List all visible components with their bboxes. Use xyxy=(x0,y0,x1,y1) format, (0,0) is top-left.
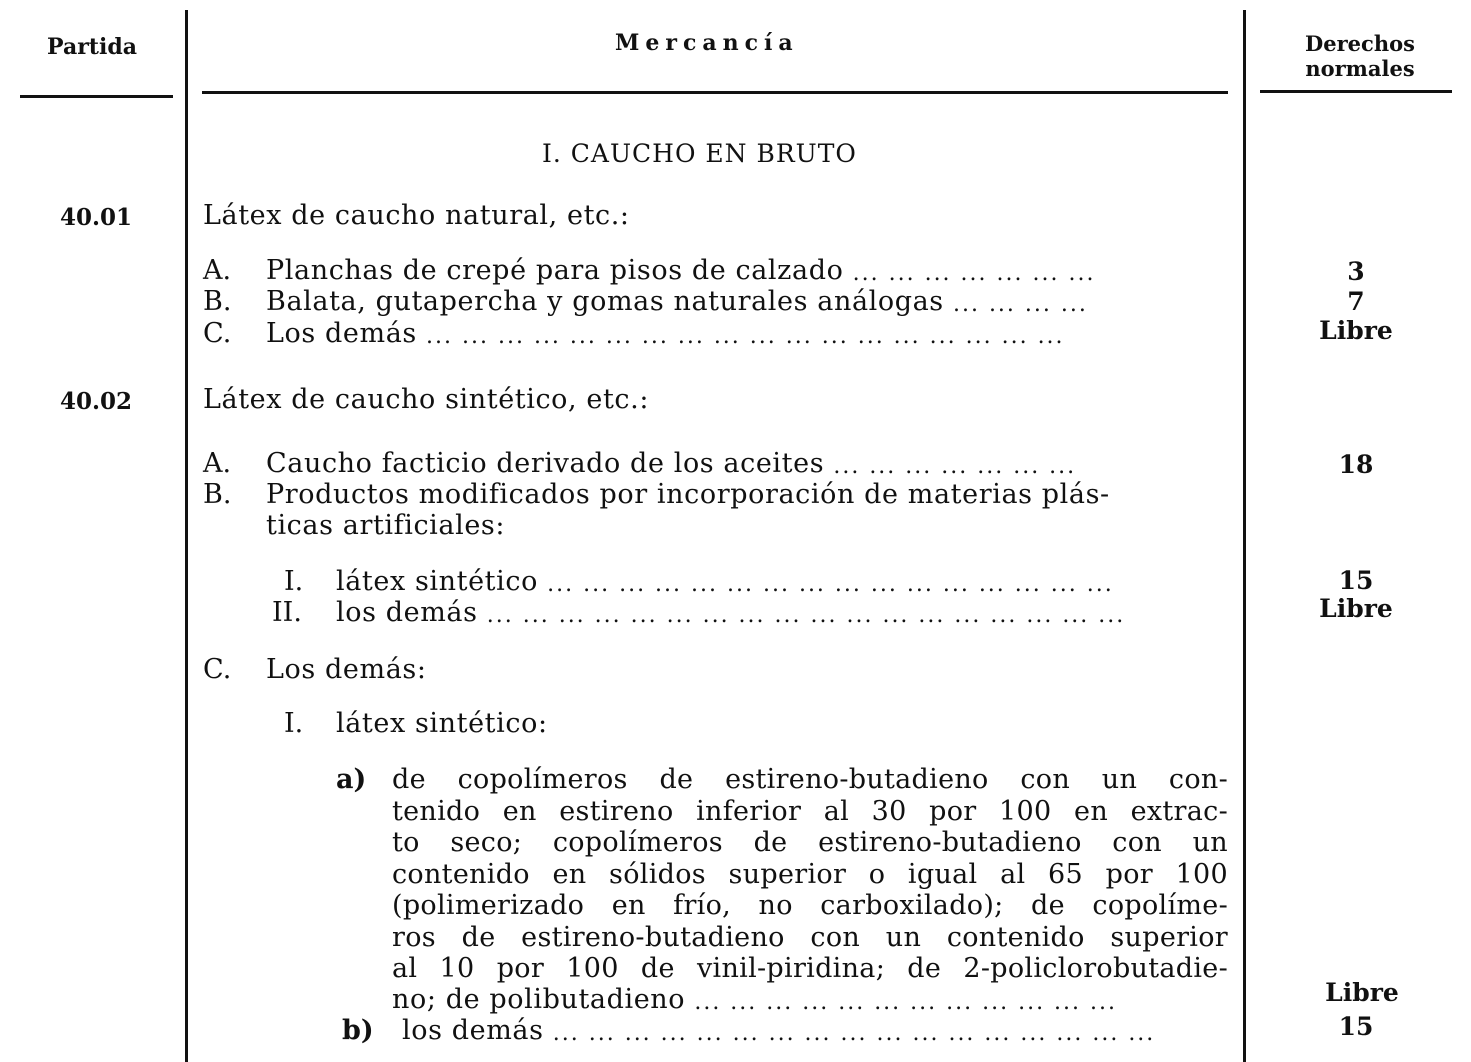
item-text: Balata, gutapercha y gomas naturales análogas xyxy=(266,286,944,317)
item-label: a) xyxy=(336,764,367,795)
item-40-01-c xyxy=(266,318,1228,349)
item-label: A. xyxy=(203,448,232,479)
item-text: los demás xyxy=(402,1015,544,1046)
item-label: I. xyxy=(284,708,304,739)
leader-dots: ... ... ... ... ... ... ... ... ... ... ... ... ... ... ... ... xyxy=(547,572,1114,597)
item-40-02-b-line2: ticas artificiales: xyxy=(266,510,506,541)
entry-40-02-title: Látex de caucho sintético, etc.: xyxy=(203,384,650,415)
paragraph-line: al 10 por 100 de vinil-piridina; de 2-policlorobutadie- xyxy=(392,953,1228,984)
item-label: II. xyxy=(272,597,302,628)
item-label: b) xyxy=(342,1015,374,1046)
duty-40-01-c: Libre xyxy=(1319,316,1393,345)
header-derechos-normales xyxy=(1290,31,1430,81)
duty-40-02-b-ii: Libre xyxy=(1319,594,1393,623)
leader-dots: ... ... ... ... ... ... ... xyxy=(852,261,1096,286)
item-40-02-b-i xyxy=(336,566,1228,597)
item-40-01-a xyxy=(266,255,1228,286)
paragraph-line: (polimerizado en frío, no carboxilado); de copolíme- xyxy=(392,890,1228,921)
item-text: Los demás xyxy=(266,318,417,349)
item-40-02-c-a-paragraph xyxy=(392,764,1228,985)
header-rule-partida xyxy=(20,95,173,98)
header-derechos-line1: Derechos xyxy=(1305,31,1415,56)
item-text: Caucho facticio derivado de los aceites xyxy=(266,448,825,479)
header-mercancia: Mercancía xyxy=(615,30,799,56)
leader-dots: ... ... ... ... xyxy=(952,292,1088,317)
leader-dots: ... ... ... ... ... ... ... ... ... ... ... ... xyxy=(694,990,1118,1015)
item-label: B. xyxy=(203,479,232,510)
header-rule-derechos xyxy=(1260,90,1452,93)
item-label: A. xyxy=(203,255,232,286)
column-divider-left xyxy=(185,10,188,1062)
duty-40-02-b-i: 15 xyxy=(1338,566,1374,595)
column-divider-right xyxy=(1243,10,1246,1062)
duty-40-02-c-b: 15 xyxy=(1338,1012,1374,1041)
paragraph-line: de copolímeros de estireno-butadieno con un con- xyxy=(392,764,1228,795)
duty-40-01-b: 7 xyxy=(1347,287,1365,316)
partida-40-01: 40.01 xyxy=(60,204,133,231)
paragraph-line: to seco; copolímeros de estireno-butadieno con un xyxy=(392,827,1228,858)
item-text: no; de polibutadieno xyxy=(392,984,686,1015)
header-rule-mercancia xyxy=(202,91,1228,94)
leader-dots: ... ... ... ... ... ... ... ... ... ... ... ... ... ... ... ... ... xyxy=(552,1021,1156,1046)
entry-40-01-title: Látex de caucho natural, etc.: xyxy=(203,200,630,231)
leader-dots: ... ... ... ... ... ... ... ... ... ... ... ... ... ... ... ... ... ... xyxy=(486,603,1126,628)
item-label: B. xyxy=(203,286,232,317)
item-text: los demás xyxy=(336,597,478,628)
item-40-02-c-a-last xyxy=(392,984,1228,1015)
header-partida: Partida xyxy=(47,34,137,60)
duty-40-02-c-a: Libre xyxy=(1325,978,1399,1007)
item-label: C. xyxy=(203,318,232,349)
item-40-02-c-title: Los demás: xyxy=(266,654,427,685)
leader-dots: ... ... ... ... ... ... ... ... ... ... ... ... ... ... ... ... ... ... xyxy=(426,324,1065,349)
item-40-02-c-b xyxy=(402,1015,1228,1046)
item-text: látex sintético xyxy=(336,566,538,597)
item-40-02-c-i-title: látex sintético: xyxy=(336,708,548,739)
item-label: I. xyxy=(284,566,304,597)
paragraph-line: tenido en estireno inferior al 30 por 100 en extrac- xyxy=(392,795,1228,827)
item-40-02-b-line1: Productos modificados por incorporación de materias plás- xyxy=(266,479,1110,510)
section-title: I. CAUCHO EN BRUTO xyxy=(542,139,857,168)
item-40-01-b xyxy=(266,286,1228,317)
item-40-02-a xyxy=(266,448,1228,479)
header-derechos-line2: normales xyxy=(1305,56,1415,81)
duty-40-02-a: 18 xyxy=(1338,450,1374,479)
duty-40-01-a: 3 xyxy=(1347,257,1365,286)
paragraph-line: contenido en sólidos superior o igual al 65 por 100 xyxy=(392,858,1228,890)
paragraph-line: ros de estireno-butadieno con un contenido superior xyxy=(392,921,1228,953)
partida-40-02: 40.02 xyxy=(60,388,133,415)
item-text: Planchas de crepé para pisos de calzado xyxy=(266,255,844,286)
leader-dots: ... ... ... ... ... ... ... xyxy=(833,454,1077,479)
item-40-02-b-ii xyxy=(336,597,1228,628)
item-label: C. xyxy=(203,654,232,685)
